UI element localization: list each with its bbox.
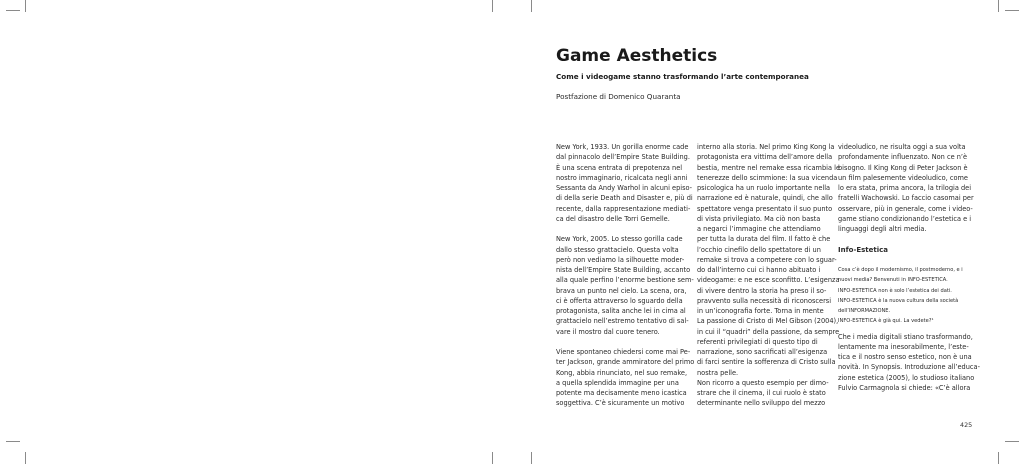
text-line: di vista privilegiato. Ma ciò non basta — [697, 214, 821, 223]
text-line: in un’iconografia forte. Torna in mente — [697, 307, 824, 315]
text-line: novità. In Synopsis. Introduzione all’educa- — [838, 363, 980, 372]
text-line: Fulvio Carmagnola si chiede: «C’è allora — [838, 383, 971, 392]
epigraph-line: nuovi media? Benvenuti in INFO-ESTETICA. — [838, 277, 948, 284]
paragraph-gap — [556, 337, 687, 347]
text-line: remake si trova a competere con lo sguar- — [697, 255, 837, 264]
text-line: ter Jackson, grande ammiratore del primo — [556, 358, 695, 367]
epigraph-line: INFO-ESTETICA è la nuova cultura della società — [838, 297, 959, 304]
crop-mark-top-right-h — [1005, 10, 1019, 11]
text-line: psicologica ha un ruolo importante nella — [697, 184, 831, 192]
crop-mark-bottom-right-h — [1005, 441, 1019, 442]
text-line: videogame: e ne esce sconfitto. L’esigenza — [697, 276, 840, 285]
text-column-3 — [838, 142, 980, 393]
afterword-credit: Postfazione di Domenico Quaranta — [556, 92, 681, 101]
text-line: grattacielo nell’estremo tentativo di sal- — [556, 317, 689, 326]
text-line: narrazione, sono sacrificati all’esigenza — [697, 348, 828, 356]
text-line: ci è offerta attraverso lo sguardo della — [556, 296, 683, 305]
text-line: l’occhio cinefilo dello spettatore di un — [697, 245, 821, 254]
text-line: linguaggi degli altri media. — [838, 225, 927, 233]
text-line: nista dell’Empire State Building, accanto — [556, 266, 691, 274]
text-line: ca del disastro delle Torri Gemelle. — [556, 214, 670, 223]
text-line: Che i media digitali stiano trasformando, — [838, 332, 973, 341]
text-line: dal pinnacolo dell’Empire State Building. — [556, 153, 690, 162]
text-line: brava un punto nel cielo. La scena, ora, — [556, 286, 687, 295]
text-line: interno alla storia. Nel primo King Kong la — [697, 143, 835, 151]
text-column-1 — [556, 142, 695, 409]
crop-mark-bottom-center-v — [492, 452, 493, 464]
text-line: potente ma decisamente meno icastica — [556, 389, 687, 397]
text-line: però non vediamo la silhouette moder- — [556, 255, 685, 264]
crop-mark-bottom-left-v — [25, 452, 26, 464]
text-line: osservare, più in generale, come i video- — [838, 204, 973, 213]
text-line: La passione di Cristo di Mel Gibson (2004), — [697, 317, 839, 326]
text-line: lo era stata, prima ancora, la trilogia dei — [838, 184, 972, 192]
text-line: videoludico, ne risulta oggi a sua volta — [838, 143, 966, 151]
text-line: profondamente influenzato. Non ce n’è — [838, 153, 968, 162]
text-line: narrazione ed è naturale, quindi, che allo — [697, 194, 833, 203]
text-line: un film palesemente videoludico, come — [838, 173, 968, 182]
text-line: referenti privilegiati di questo tipo di — [697, 337, 818, 346]
section-heading: Info-Estetica — [838, 245, 889, 254]
text-line: protagonista era vittima dell’amore della — [697, 153, 833, 162]
text-line: Kong, abbia rinunciato, nel suo remake, — [556, 368, 688, 377]
crop-mark-bottom-left-h — [6, 441, 20, 442]
chapter-subtitle: Come i videogame stanno trasformando l’arte contemporanea — [556, 72, 809, 81]
crop-mark-top-left-v — [25, 0, 26, 12]
text-line: dallo stesso grattacielo. Questa volta — [556, 245, 679, 254]
text-line: a negarci l’immagine che attendiamo — [697, 225, 821, 233]
crop-mark-top-center-v2 — [531, 0, 532, 12]
crop-mark-top-right-v — [998, 0, 999, 12]
text-line: È una scena entrata di prepotenza nel — [556, 163, 683, 172]
text-line: Sessanta da Andy Warhol in alcuni episo- — [556, 184, 693, 192]
crop-mark-top-left-h — [6, 10, 20, 11]
crop-mark-top-center-v — [492, 0, 493, 12]
text-line: tica e il nostro senso estetico, non è una — [838, 353, 972, 361]
text-line: bestia, mentre nel remake essa ricambia le — [697, 163, 841, 172]
text-line: di farci sentire la sofferenza di Cristo sulla — [697, 358, 836, 367]
text-line: bisogno. Il King Kong di Peter Jackson è — [838, 163, 968, 172]
text-line: vare il mostro dal cuore tenero. — [556, 327, 660, 336]
text-line: alla quale perfino l’enorme bestione sem- — [556, 276, 694, 285]
text-line: lentamente ma inesorabilmente, l’este- — [838, 342, 969, 351]
epigraph-line: dell’INFORMAZIONE. — [838, 308, 891, 314]
text-line: di della serie Death and Disaster e, più di — [556, 194, 693, 203]
text-line: nostro immaginario, ricalcata negli anni — [556, 173, 688, 182]
text-column-2 — [697, 142, 841, 409]
paragraph-gap — [838, 255, 972, 265]
text-line: New York, 1933. Un gorilla enorme cade — [556, 143, 689, 151]
text-line: fratelli Wachowski. Lo faccio casomai per — [838, 194, 974, 203]
page-number: 425 — [960, 421, 973, 429]
epigraph-line: Cosa c’è dopo il modernismo, il postmoderno, e i — [838, 267, 963, 273]
text-line: pravvento sulla necessità di riconoscersi — [697, 296, 832, 305]
text-line: do dall’interno cui ci hanno abituato i — [697, 266, 821, 274]
paragraph-gap — [838, 234, 972, 244]
text-line: Viene spontaneo chiedersi come mai Pe- — [556, 348, 691, 356]
epigraph-line: INFO-ESTETICA è già qui. La vedete?¹ — [838, 318, 934, 325]
text-line: a quella splendida immagine per una — [556, 378, 679, 387]
text-line: game stiano condizionando l’estetica e i — [838, 214, 972, 223]
text-line: spettatore venga presentato il suo punto — [697, 204, 833, 213]
text-line: in cui il “quadri” della passione, da sempre — [697, 327, 840, 336]
text-line: zione estetica (2005), lo studioso italiano — [838, 373, 975, 382]
text-line: New York, 2005. Lo stesso gorilla cade — [556, 235, 683, 244]
paragraph-gap — [556, 224, 687, 234]
text-line: soggettiva. C’è sicuramente un motivo — [556, 399, 685, 408]
text-line: nostra pelle. — [697, 368, 739, 377]
text-line: determinante nello sviluppo del mezzo — [697, 399, 826, 408]
text-line: protagonista, salita anche lei in cima al — [556, 307, 686, 315]
text-line: tenerezze dello scimmione: la sua vicenda — [697, 173, 838, 182]
chapter-title: Game Aesthetics — [556, 46, 718, 66]
crop-mark-bottom-right-v — [998, 452, 999, 464]
text-line: strare che il cinema, il cui ruolo è stato — [697, 389, 826, 397]
crop-mark-bottom-center-v2 — [531, 452, 532, 464]
epigraph-line: INFO-ESTETICA non è solo l’estetica dei dati. — [838, 287, 952, 294]
text-line: di vivere dentro la storia ha preso il so- — [697, 286, 827, 295]
text-line: recente, dalla rappresentazione mediati- — [556, 204, 691, 213]
text-line: per tutta la durata del film. Il fatto è che — [697, 235, 831, 244]
text-line: Non ricorro a questo esempio per dimo- — [697, 378, 829, 387]
